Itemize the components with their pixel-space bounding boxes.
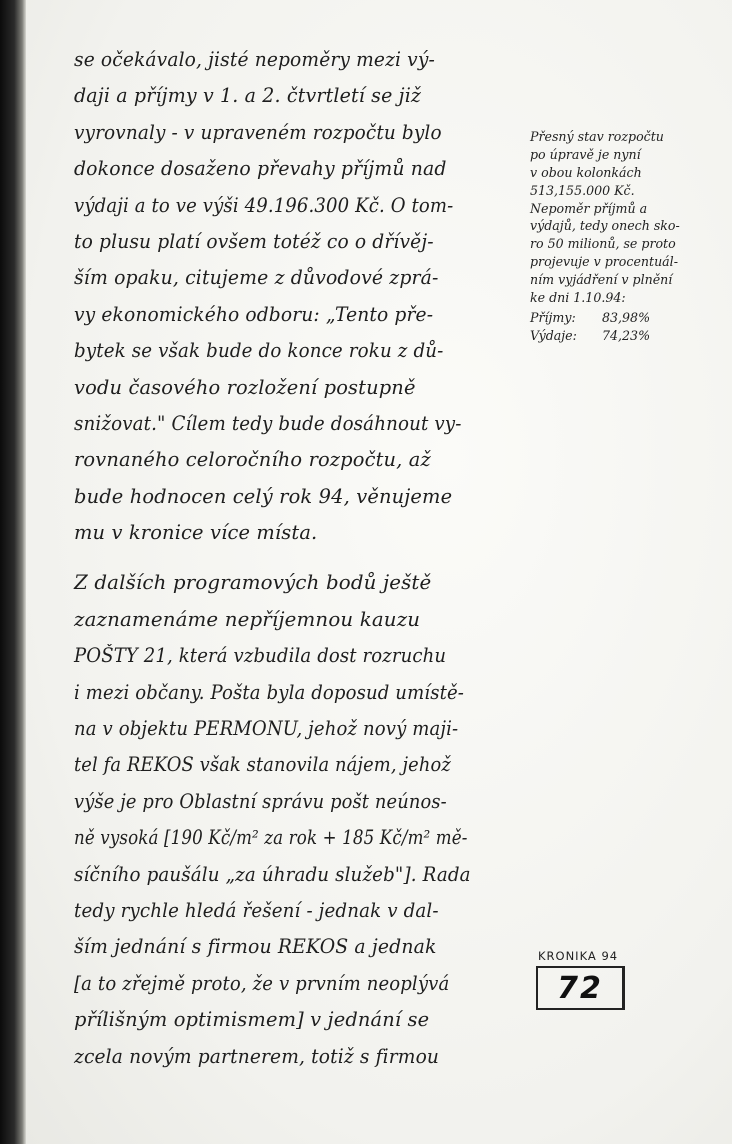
- note-line: v obou kolonkách: [530, 164, 642, 180]
- paragraph-budget: [74, 42, 522, 551]
- text-line: bytek se však bude do konce roku z dů-: [74, 339, 444, 363]
- text-line: vy ekonomického odboru: „Tento pře-: [74, 302, 434, 326]
- note-line: projevuje v procentuál-: [530, 254, 678, 270]
- text-line: vyrovnaly - v upraveném rozpočtu bylo: [74, 120, 442, 144]
- note-line: 513,155.000 Kč.: [530, 182, 635, 198]
- text-line: na v objektu PERMONU, jehož nový maji-: [74, 717, 459, 741]
- text-line: daji a příjmy v 1. a 2. čtvrtletí se již: [74, 84, 422, 108]
- text-line: bude hodnocen celý rok 94, věnujeme: [74, 484, 453, 508]
- text-line: to plusu platí ovšem totéž co o dřívěj-: [74, 229, 434, 253]
- paragraph-post-office: [74, 565, 522, 1074]
- text-line: výše je pro Oblastní správu pošt neúnos-: [74, 789, 447, 813]
- note-line: ro 50 milionů, se proto: [530, 236, 676, 252]
- text-line: mu v kronice více místa.: [74, 521, 318, 545]
- note-percentages: [530, 309, 714, 345]
- text-line: zaznamenáme nepříjemnou kauzu: [74, 607, 421, 631]
- note-line: po úpravě je nyní: [530, 146, 641, 162]
- note-income-value: 83,98%: [602, 309, 651, 325]
- note-line: Přesný stav rozpočtu: [530, 129, 664, 144]
- note-line: ke dni 1.10.94:: [530, 290, 626, 306]
- text-line: [a to zřejmě proto, že v prvním neoplývá: [74, 971, 450, 995]
- text-line: síčního paušálu „za úhradu služeb"]. Rada: [74, 862, 471, 886]
- text-line: tedy rychle hledá řešení - jednak v dal-: [74, 898, 439, 922]
- text-line: ně vysoká [190 Kč/m² za rok + 185 Kč/m² mě-: [74, 826, 468, 850]
- text-line: vodu časového rozložení postupně: [74, 375, 416, 399]
- text-line: se očekávalo, jisté nepoměry mezi vý-: [74, 48, 435, 71]
- chronicle-label: KRONIKA 94: [538, 949, 619, 963]
- page-number: 72: [536, 966, 625, 1010]
- text-line: výdaji a to ve výši 49.196.300 Kč. O tom-: [74, 193, 454, 217]
- note-line: ním vyjádření v plnění: [530, 272, 673, 288]
- note-expense-label: Výdaje:: [530, 327, 577, 343]
- main-handwritten-text: [74, 42, 522, 1075]
- note-line: Nepoměr příjmů a: [530, 200, 648, 216]
- note-income-row: [530, 309, 714, 327]
- text-line: přílišným optimismem] v jednání se: [74, 1008, 430, 1032]
- text-line: rovnaného celoročního rozpočtu, až: [74, 448, 431, 472]
- text-line: zcela novým partnerem, totiž s firmou: [74, 1044, 440, 1068]
- text-line: i mezi občany. Pošta byla doposud umístě-: [74, 680, 465, 704]
- note-expense-row: [530, 327, 714, 345]
- note-expense-value: 74,23%: [602, 327, 651, 343]
- text-line: tel fa REKOS však stanovila nájem, jehož: [74, 753, 451, 777]
- text-line: snižovat." Cílem tedy bude dosáhnout vy-: [74, 411, 462, 435]
- note-income-label: Příjmy:: [530, 309, 576, 325]
- note-line: výdajů, tedy onech sko-: [530, 218, 680, 234]
- book-binding-shadow: [0, 0, 26, 1144]
- text-line: POŠTY 21, která vzbudila dost rozruchu: [74, 644, 447, 668]
- text-line: ším jednání s firmou REKOS a jednak: [74, 935, 437, 959]
- chronicle-page-stamp: [536, 948, 636, 1010]
- margin-note-budget: [530, 128, 714, 345]
- text-line: ším opaku, citujeme z důvodové zprá-: [74, 266, 439, 290]
- text-line: Z dalších programových bodů ještě: [74, 571, 432, 595]
- text-line: dokonce dosaženo převahy příjmů nad: [74, 157, 447, 181]
